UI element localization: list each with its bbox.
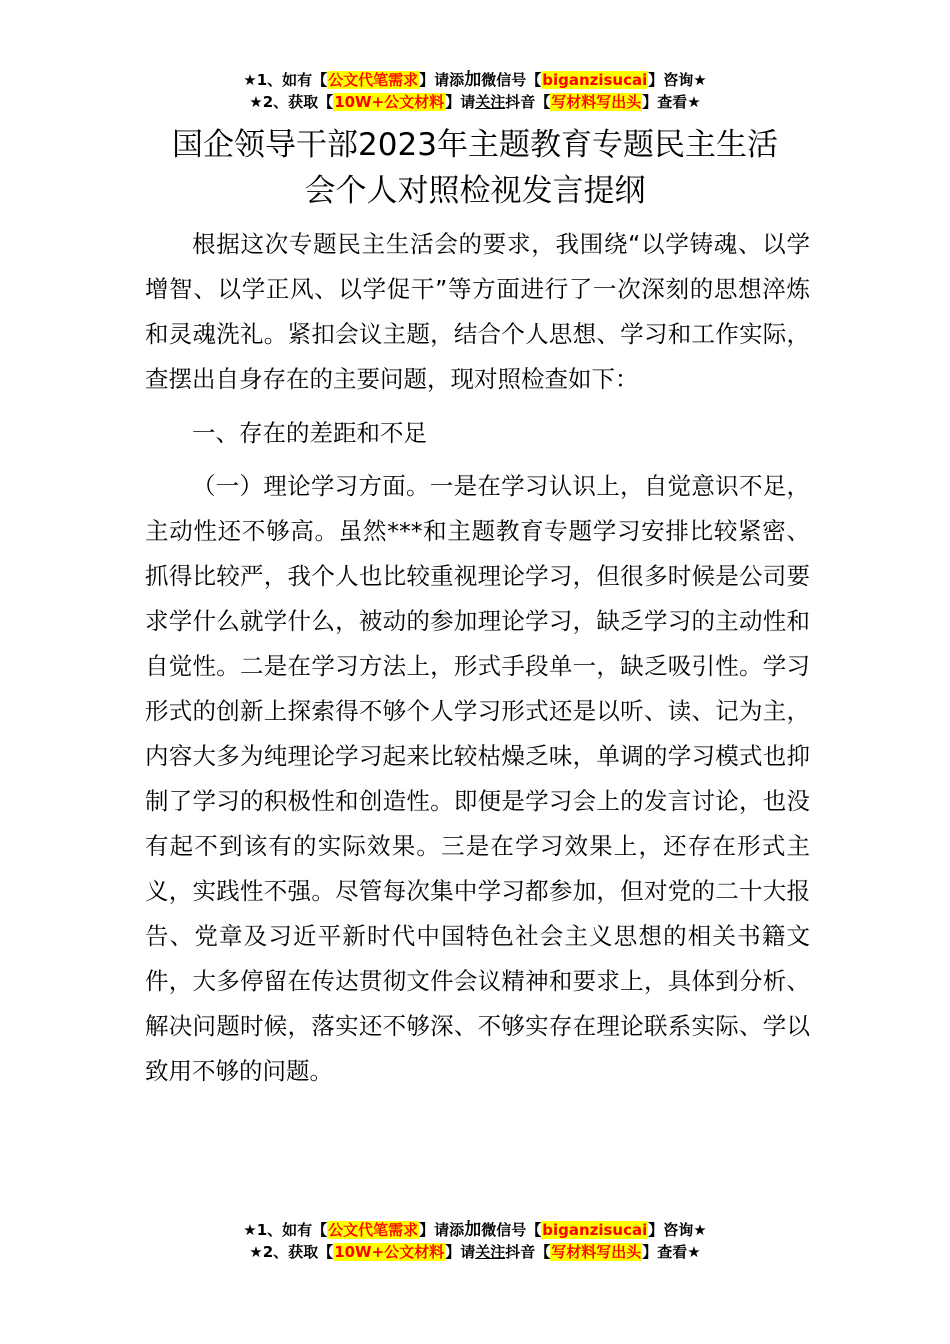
promo-line-1: ★1、如有【公文代笔需求】请添加微信号【biganzisucai】咨询★ (243, 1220, 707, 1240)
promo-footer (0, 1219, 950, 1263)
promo-wechat-id: biganzisucai (542, 71, 648, 89)
title-line-2: 会个人对照检视发言提纲 (304, 173, 646, 209)
document-body (145, 222, 810, 1094)
promo-materials-highlight: 10W+公文材料 (334, 93, 445, 111)
promo-service-highlight: 公文代笔需求 (328, 71, 419, 89)
promo-materials-highlight: 10W+公文材料 (334, 1243, 445, 1261)
promo-wechat-id: biganzisucai (542, 1221, 648, 1239)
promo-line-2: ★2、获取【10W+公文材料】请关注抖音【写材料写出头】查看★ (249, 1243, 701, 1261)
promo-douyin-id: 写材料写出头 (551, 1243, 642, 1261)
intro-paragraph: 根据这次专题民主生活会的要求，我围绕“以学铸魂、以学增智、以学正风、以学促干”等方面进行了一次深刻的思想淬炼和灵魂洗礼。紧扣会议主题，结合个人思想、学习和工作实际，查摆出自身存在的主要问题，现对照检查如下： (145, 230, 810, 393)
promo-line-2: ★2、获取【10W+公文材料】请关注抖音【写材料写出头】查看★ (249, 93, 701, 111)
section-heading: 一、存在的差距和不足 (192, 419, 427, 447)
body-paragraph: （一）理论学习方面。一是在学习认识上，自觉意识不足，主动性还不够高。虽然***和主题教育专题学习安排比较紧密、抓得比较严，我个人也比较重视理论学习，但很多时候是公司要求学什么就学什么，被动的参加理论学习，缺乏学习的主动性和自觉性。二是在学习方法上，形式手段单一，缺乏吸引性。学习形式的创新上探索得不够个人学习形式还是以听、读、记为主，内容大多为纯理论学习起来比较枯燥乏味，单调的学习模式也抑制了学习的积极性和创造性。即便是学习会上的发言讨论，也没有起不到该有的实际效果。三是在学习效果上，还存在形式主义，实践性不强。尽管每次集中学习都参加，但对党的二十大报告、党章及习近平新时代中国特色社会主义思想的相关书籍文件，大多停留在传达贯彻文件会议精神和要求上，具体到分析、解决问题时候，落实还不够深、不够实存在理论联系实际、学以致用不够的问题。 (145, 472, 810, 1085)
title-line-1: 国企领导干部2023年主题教育专题民主生活 (172, 127, 778, 163)
promo-line-1: ★1、如有【公文代笔需求】请添加微信号【biganzisucai】咨询★ (243, 70, 707, 90)
promo-header (0, 69, 950, 113)
document-title (0, 122, 950, 214)
promo-service-highlight: 公文代笔需求 (328, 1221, 419, 1239)
promo-douyin-id: 写材料写出头 (551, 93, 642, 111)
